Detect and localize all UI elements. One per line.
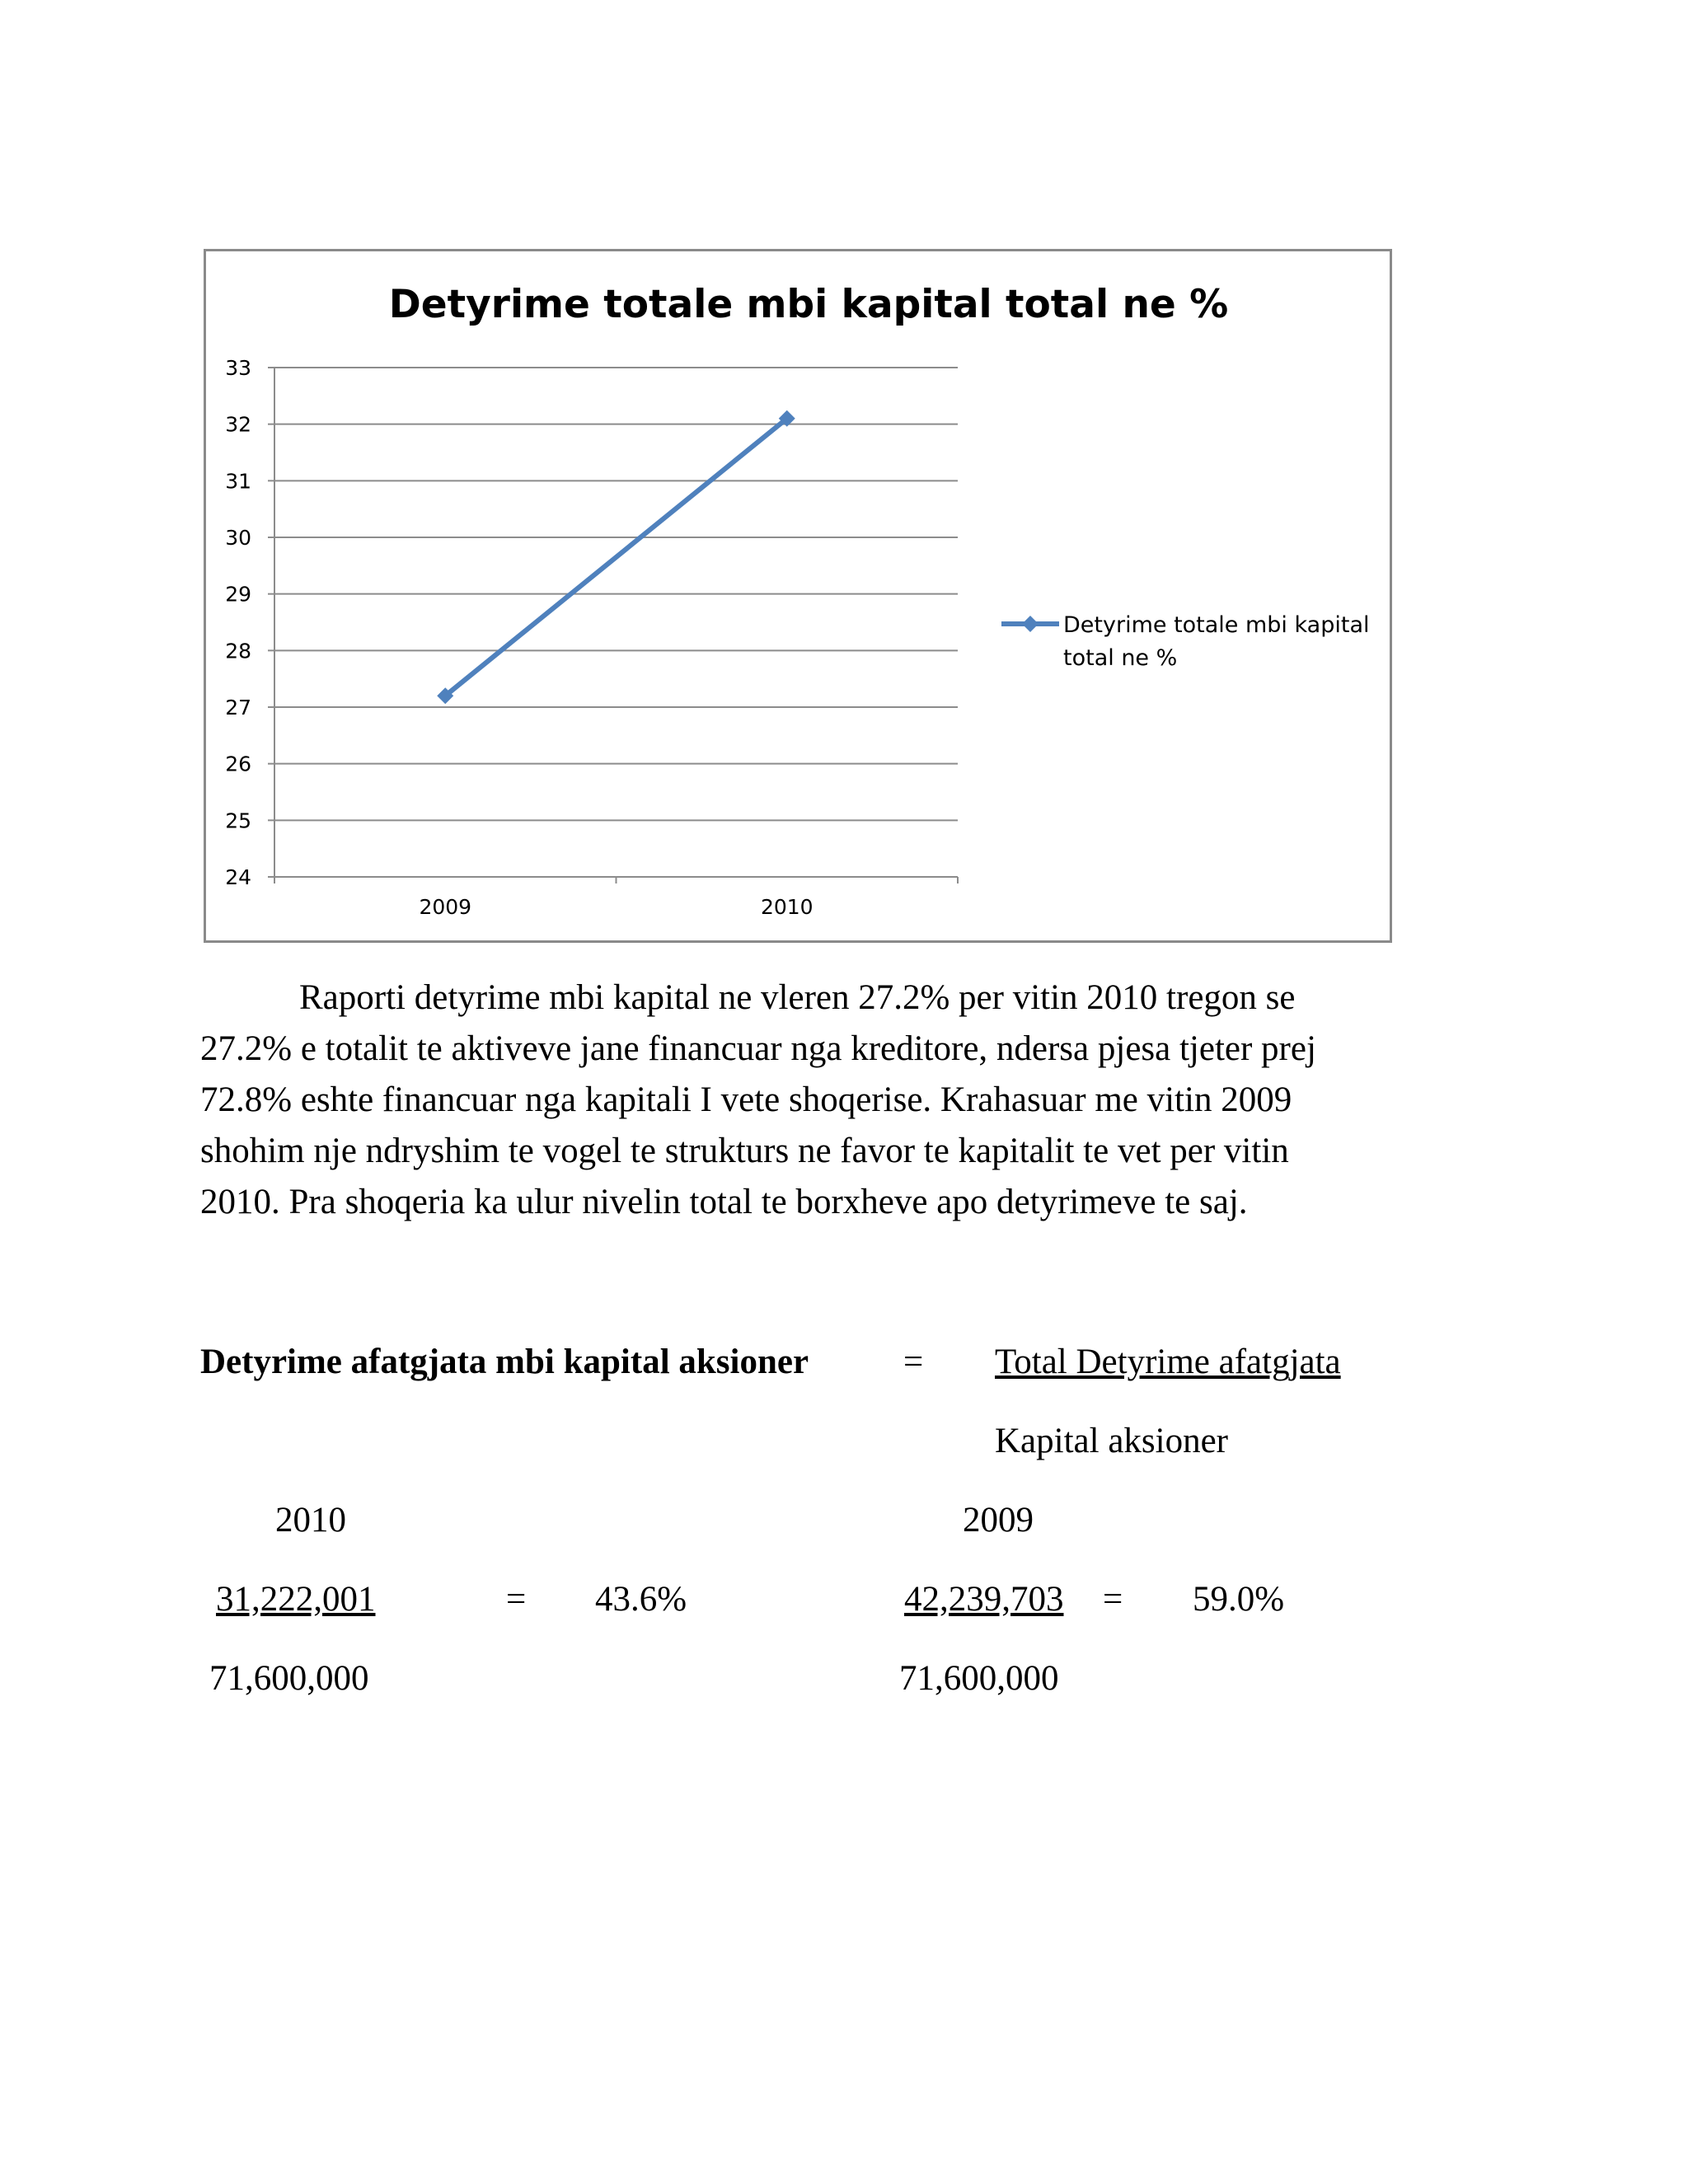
line-chart xyxy=(206,251,1390,940)
formula-denominator: Kapital aksioner xyxy=(995,1422,1228,1460)
year-2010-label: 2010 xyxy=(275,1501,346,1540)
denominator-2009: 71,600,000 xyxy=(899,1659,1059,1698)
series-line xyxy=(445,419,787,696)
analysis-paragraph xyxy=(200,972,1428,1228)
equals-2010: = xyxy=(506,1580,527,1619)
result-2009: 59.0% xyxy=(1193,1580,1285,1619)
chart-frame xyxy=(204,249,1392,943)
legend-label: total ne % xyxy=(1063,645,1178,671)
y-tick-label: 33 xyxy=(225,356,251,380)
result-2010: 43.6% xyxy=(595,1580,687,1619)
formula-label: Detyrime afatgjata mbi kapital aksioner xyxy=(200,1343,809,1381)
year-2009-label: 2009 xyxy=(963,1501,1034,1540)
legend-marker xyxy=(1022,616,1039,632)
legend-label: Detyrime totale mbi kapital xyxy=(1063,612,1370,638)
y-tick-label: 25 xyxy=(225,808,251,833)
y-tick-label: 27 xyxy=(225,696,251,719)
y-tick-label: 29 xyxy=(225,582,251,607)
paragraph-line: shohim nje ndryshim te vogel te strukturs ne favor te kapitalit te vet per vitin xyxy=(200,1132,1289,1170)
numerator-2010: 31,222,001 xyxy=(216,1580,376,1619)
y-tick-label: 28 xyxy=(225,639,251,663)
y-tick-label: 26 xyxy=(225,752,251,776)
y-tick-label: 30 xyxy=(225,526,251,550)
equals-2009: = xyxy=(1103,1580,1123,1619)
formula-numerator: Total Detyrime afatgjata xyxy=(995,1343,1341,1381)
numerator-2009: 42,239,703 xyxy=(904,1580,1064,1619)
paragraph-line: Raporti detyrime mbi kapital ne vleren 27.2% per vitin 2010 tregon se xyxy=(299,978,1296,1017)
formula-equals: = xyxy=(903,1343,924,1381)
paragraph-line: 2010. Pra shoqeria ka ulur nivelin total te borxheve apo detyrimeve te saj. xyxy=(200,1183,1248,1221)
paragraph-line: 72.8% eshte financuar nga kapitali I vete shoqerise. Krahasuar me vitin 2009 xyxy=(200,1080,1292,1119)
x-tick-label: 2010 xyxy=(760,895,814,919)
chart-title: Detyrime totale mbi kapital total ne % xyxy=(388,282,1229,327)
y-tick-label: 32 xyxy=(225,412,251,437)
y-tick-label: 31 xyxy=(225,469,251,494)
x-tick-label: 2009 xyxy=(419,895,472,919)
denominator-2010: 71,600,000 xyxy=(209,1659,369,1698)
y-tick-label: 24 xyxy=(225,865,251,889)
paragraph-line: 27.2% e totalit te aktiveve jane financuar nga kreditore, ndersa pjesa tjeter prej xyxy=(200,1029,1316,1068)
